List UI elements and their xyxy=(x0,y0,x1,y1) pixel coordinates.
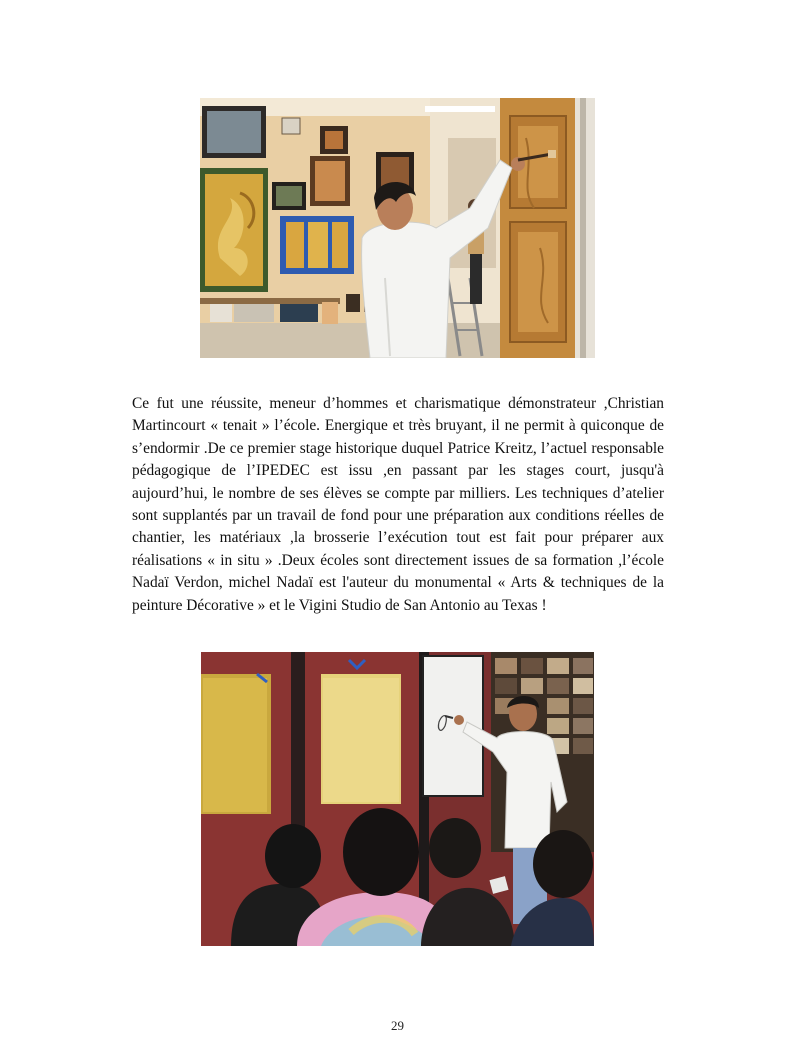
photo-painter-at-door-drawing xyxy=(200,98,595,358)
page-number: 29 xyxy=(391,1018,404,1033)
photo-instructor-demonstration xyxy=(201,652,594,946)
photo-instructor-demonstration-drawing xyxy=(201,652,594,946)
photo-painter-at-door xyxy=(200,98,595,358)
body-paragraph: Ce fut une réussite, meneur d’hommes et charismatique démonstrateur ,Christian Martincourt « tenait » l’école. Energique et très bruyant, il ne permit à quiconque de s’endormir .De ce premier stage historique duquel Patrice Kreitz, l’actuel responsable pédagogique de l’IPEDEC est issu ,en passant par les stages court, jusqu'à aujourd’hui, le nombre de ses élèves se compte par milliers. Les techniques d’atelier sont supplantés par un travail de fond pour une préparation aux conditions réelles de chantier, les matériaux ,la brosserie l’exécution tout est fait pour préparer aux réalisations « in situ » .Deux écoles sont directement issues de sa formation ,l’école Nadaï Verdon, michel Nadaï est l'auteur du monumental « Arts & techniques de la peinture Décorative » et le Vigini Studio de San Antonio au Texas ! xyxy=(132,395,664,614)
